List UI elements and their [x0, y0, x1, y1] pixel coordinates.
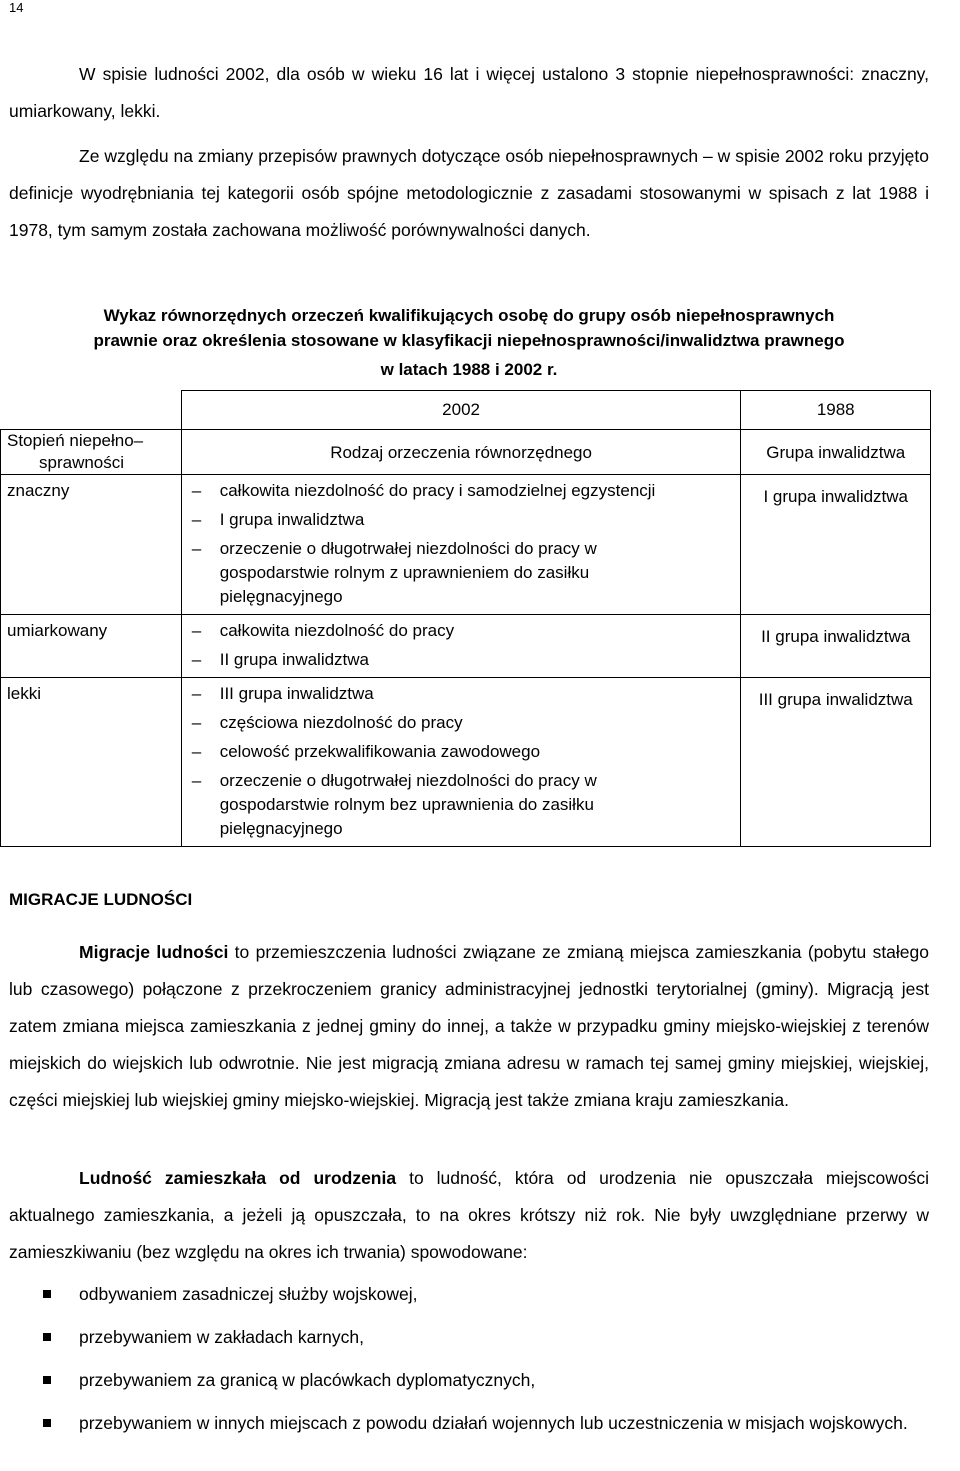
certificate-list	[181, 678, 741, 847]
degree-header-line1: Stopień niepełno–	[7, 431, 144, 450]
bullet-square-icon	[43, 1376, 51, 1384]
table-title-line3: w latach 1988 i 2002 r.	[380, 360, 558, 379]
table-title	[9, 303, 929, 382]
paragraph-residents	[9, 1160, 929, 1271]
bullet-square-icon	[43, 1419, 51, 1427]
degree-header-line2: sprawności	[39, 453, 125, 472]
table-corner-cell	[1, 391, 182, 430]
degree-column-header	[1, 430, 182, 475]
list-item: – III grupa inwalidztwa	[191, 684, 374, 703]
certificate-list	[181, 475, 741, 615]
list-item: – orzeczenie o długotrwałej niezdolności do pracy w gospodarstwie rolnym bez uprawnienia do zasiłku pielęgnacyjnego	[191, 771, 597, 838]
exceptions-list	[9, 1276, 929, 1448]
list-item: – celowość przekwalifikowania zawodowego	[191, 742, 541, 761]
disability-group: I grupa inwalidztwa	[741, 475, 931, 615]
disability-group-header: Grupa inwalidztwa	[741, 430, 931, 475]
list-item: – orzeczenie o długotrwałej niezdolności do pracy w gospodarstwie rolnym z uprawnieniem do zasiłku pielęgnacyjnego	[191, 539, 597, 606]
list-item: odbywaniem zasadniczej służby wojskowej,	[9, 1276, 929, 1313]
paragraph-disability-degrees: W spisie ludności 2002, dla osób w wieku 16 lat i więcej ustalono 3 stopnie niepełnosprawności: znaczny, umiarkowany, lekki.	[9, 64, 929, 121]
list-item: przebywaniem w innych miejscach z powodu działań wojennych lub uczestniczenia w misjach wojskowych.	[9, 1405, 929, 1442]
section-title: MIGRACJE LUDNOŚCI	[9, 890, 193, 909]
bullet-square-icon	[43, 1290, 51, 1298]
paragraph-definitions: Ze względu na zmiany przepisów prawnych dotyczące osób niepełnosprawnych – w spisie 2002 roku przyjęto definicje wyodrębniania tej kategorii osób spójne metodologicznie z zasadami stosowanymi w spisach z lat 1988 i 1978, tym samym została zachowana możliwość porównywalności danych.	[9, 146, 929, 240]
page-number: 14	[9, 0, 24, 15]
certificate-type-header: Rodzaj orzeczenia równorzędnego	[181, 430, 741, 475]
paragraph-migration	[9, 934, 929, 1119]
degree-label: znaczny	[1, 475, 182, 615]
resident-term: Ludność zamieszkała od urodzenia	[79, 1168, 397, 1188]
list-item: – częściowa niezdolność do pracy	[191, 713, 463, 732]
migration-term: Migracje ludności	[79, 942, 229, 962]
list-item: – całkowita niezdolność do pracy i samodzielnej egzystencji	[191, 481, 656, 500]
table-row	[1, 678, 931, 847]
list-item: – II grupa inwalidztwa	[191, 650, 370, 669]
certificate-list	[181, 615, 741, 678]
degree-label: lekki	[1, 678, 182, 847]
list-item: – I grupa inwalidztwa	[191, 510, 365, 529]
bullet-square-icon	[43, 1333, 51, 1341]
table-title-line1: Wykaz równorzędnych orzeczeń kwalifikujących osobę do grupy osób niepełnosprawnych	[103, 306, 835, 325]
disability-table	[0, 390, 931, 847]
table-row	[1, 475, 931, 615]
disability-group: III grupa inwalidztwa	[741, 678, 931, 847]
year-2002-header: 2002	[181, 391, 741, 430]
list-item: – całkowita niezdolność do pracy	[191, 621, 455, 640]
table-row	[1, 615, 931, 678]
resident-text: to ludność, która od urodzenia nie opuszczała miejscowości aktualnego zamieszkania, a jeżeli ją opuszczała, to na okres krótszy niż rok. Nie były uwzględniane przerwy w zamieszkiwaniu (bez względu na okres ich trwania) spowodowane:	[9, 1168, 929, 1262]
table-title-line2: prawnie oraz określenia stosowane w klasyfikacji niepełnosprawności/inwalidztwa prawnego	[93, 331, 845, 350]
year-1988-header: 1988	[741, 391, 931, 430]
disability-group: II grupa inwalidztwa	[741, 615, 931, 678]
list-item: przebywaniem w zakładach karnych,	[9, 1319, 929, 1356]
degree-label: umiarkowany	[1, 615, 182, 678]
migration-text: to przemieszczenia ludności związane ze zmianą miejsca zamieszkania (pobytu stałego lub czasowego) połączone z przekroczeniem granicy administracyjnej jednostki terytorialnej (gminy). Migracją jest zatem zmiana miejsca zamieszkania z jednej gminy do innej, a także w przypadku gminy miejsko-wiejskiej z terenów miejskich do wiejskich lub odwrotnie. Nie jest migracją zmiana adresu w ramach tej samej gminy miejskiej, wiejskiej, części miejskiej lub wiejskiej gminy miejsko-wiejskiej. Migracją jest także zmiana kraju zamieszkania.	[9, 942, 929, 1110]
list-item: przebywaniem za granicą w placówkach dyplomatycznych,	[9, 1362, 929, 1399]
